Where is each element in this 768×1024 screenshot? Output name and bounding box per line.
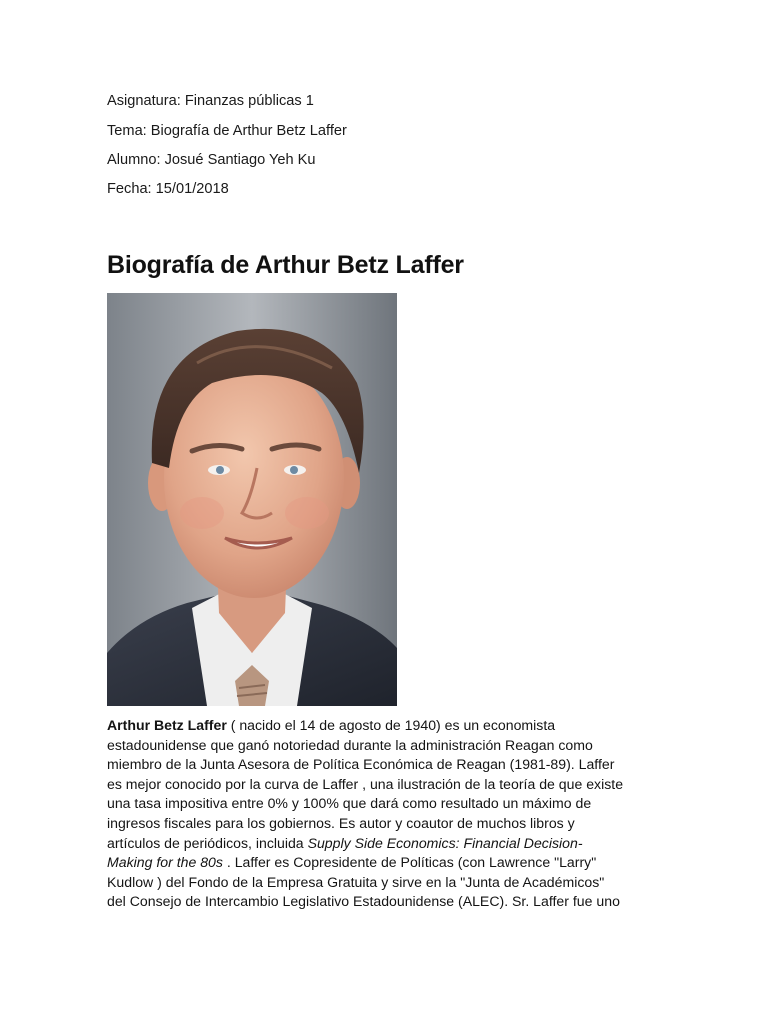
bio-line-9: Kudlow ) del Fondo de la Empresa Gratuita y sirve en la "Junta de Académicos" [107, 873, 605, 890]
bio-text-7: artículos de periódicos, incluida [107, 834, 308, 851]
bio-line-3: miembro de la Junta Asesora de Política Económica de Reagan (1981-89). Laffer [107, 756, 615, 773]
portrait-photo [107, 293, 397, 706]
date-line: Fecha: 15/01/2018 [107, 181, 229, 197]
bio-line-10: del Consejo de Intercambio Legislativo Estadounidense (ALEC). Sr. Laffer fue uno [107, 893, 620, 910]
bio-text-8: . Laffer es Copresidente de Políticas (con Lawrence "Larry" [222, 854, 597, 871]
bio-line-2: estadounidense que ganó notoriedad durante la administración Reagan como [107, 736, 593, 753]
student-line: Alumno: Josué Santiago Yeh Ku [107, 152, 316, 168]
topic-line: Tema: Biografía de Arthur Betz Laffer [107, 123, 347, 139]
bio-line-5: una tasa impositiva entre 0% y 100% que dará como resultado un máximo de [107, 795, 592, 812]
subject-line: Asignatura: Finanzas públicas 1 [107, 93, 314, 109]
bio-line-1 [107, 716, 667, 736]
bio-line-8 [107, 853, 667, 873]
bio-name: Arthur Betz Laffer [107, 717, 227, 733]
book-title-part2: Making for the 80s [107, 854, 223, 871]
bio-text-1: ( nacido el 14 de agosto de 1940) es un economista [226, 717, 556, 733]
bio-line-6: ingresos fiscales para los gobiernos. Es autor y coautor de muchos libros y [107, 814, 575, 831]
page-title: Biografía de Arthur Betz Laffer [107, 251, 464, 279]
portrait-illustration [107, 293, 397, 706]
bio-line-7 [107, 834, 667, 854]
bio-line-4: es mejor conocido por la curva de Laffer , una ilustración de la teoría de que existe [107, 775, 624, 792]
book-title-part1: Supply Side Economics: Financial Decision- [307, 834, 583, 851]
biography-text [107, 716, 667, 912]
